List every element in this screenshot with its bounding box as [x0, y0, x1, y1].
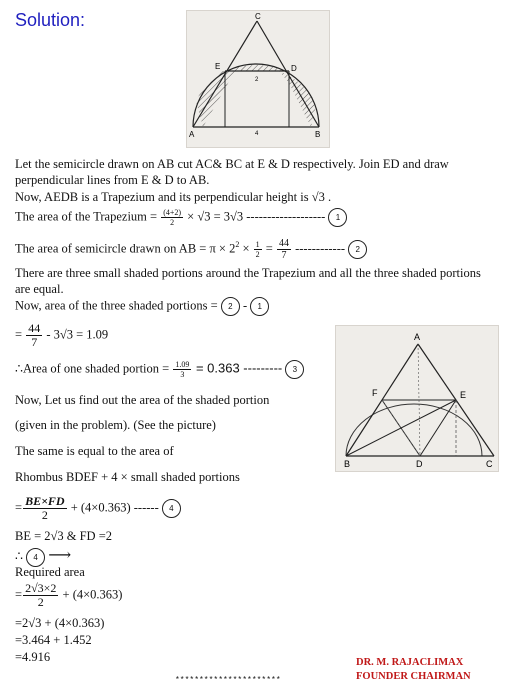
- therefore-line: [15, 545, 71, 567]
- fraction-denominator: 2: [255, 250, 260, 259]
- period: .: [324, 190, 332, 204]
- fraction-numerator: (4+2): [163, 208, 182, 217]
- three-portions-result: - 3√3 = 1.09: [43, 327, 109, 342]
- para-line-18: Required area: [15, 565, 85, 579]
- fraction-denominator: 7: [281, 250, 287, 261]
- footer-separator: **********************: [175, 676, 281, 685]
- fig1-label-a: A: [189, 130, 195, 139]
- equation-ref-2: 2: [221, 297, 240, 316]
- fraction-denominator: 7: [31, 335, 38, 349]
- equals-sign: =: [15, 500, 23, 515]
- semicircle-area-label: The area of semicircle drawn on AB = π × 2: [15, 241, 236, 256]
- fig1-dim-base: 4: [255, 131, 259, 137]
- semicircle-result-fraction: [277, 238, 291, 261]
- trapezium-height-value: √3: [311, 190, 325, 204]
- rhombus-fraction: [23, 495, 67, 522]
- one-portion-result: = 0.363 ---------: [192, 360, 283, 376]
- para-line-11: Now, Let us find out the area of the shaded portion: [15, 393, 270, 407]
- required-area-line: [15, 582, 122, 609]
- forty-four-sevenths: [26, 322, 42, 349]
- figure1-drawing: [187, 11, 329, 147]
- trapezium-area-result: × √3 = 3√3: [184, 209, 247, 224]
- final-answer: =4.916: [15, 650, 51, 664]
- trapezium-area-line: [15, 208, 347, 227]
- para-line-20: =2√3 + (4×0.363): [15, 616, 105, 630]
- rhombus-formula-rest: + (4×0.363) ------: [67, 500, 159, 515]
- fraction-denominator: 3: [180, 370, 185, 379]
- required-area-rest: + (4×0.363): [59, 587, 123, 602]
- fraction-numerator: 44: [278, 238, 289, 249]
- one-portion-line: [15, 360, 304, 379]
- equals-sign: =: [15, 327, 26, 342]
- para-line-7: are equal.: [15, 282, 64, 296]
- times-sign: ×: [239, 241, 253, 256]
- fraction-numerator: BE×FD: [25, 494, 65, 508]
- therefore-sign: ∴: [15, 549, 23, 563]
- one-portion-label: ∴Area of one shaded portion =: [15, 361, 173, 376]
- arrow-right-icon: ⟶: [48, 547, 72, 564]
- three-portions-label: Now, area of the three shaded portions =: [15, 298, 221, 313]
- required-area-fraction: [23, 582, 58, 609]
- equation-marker-1: 1: [328, 208, 347, 227]
- equation-marker-3: 3: [285, 360, 304, 379]
- fraction-denominator: 2: [41, 508, 48, 522]
- fraction-numerator: 44: [28, 321, 41, 335]
- figure2-drawing: [336, 326, 498, 471]
- fig2-label-e: E: [460, 390, 467, 400]
- fig2-label-f: F: [372, 388, 378, 398]
- author-name: DR. M. RAJACLIMAX: [356, 657, 464, 668]
- fig1-label-c: C: [255, 12, 261, 21]
- fig2-label-c: C: [486, 459, 493, 469]
- para-line-1: Let the semicircle drawn on AB cut AC& BC at E & D respectively. Join ED and draw: [15, 157, 449, 171]
- minus-sign: -: [239, 298, 251, 313]
- trapezium-fraction: [161, 208, 183, 227]
- fraction-numerator: 1.09: [175, 360, 190, 369]
- para-line-21: =3.464 + 1.452: [15, 633, 92, 647]
- fraction-numerator: 2√3×2: [25, 581, 57, 595]
- equation-marker-2: 2: [348, 240, 367, 259]
- equation-ref-4: 4: [26, 548, 45, 567]
- author-title: FOUNDER CHAIRMAN: [356, 671, 471, 682]
- three-portions-result-line: [15, 322, 108, 349]
- trapezium-height-line: [15, 190, 331, 205]
- trapezium-area-label: The area of the Trapezium =: [15, 209, 161, 224]
- trapezium-height-text: Now, AEDB is a Trapezium and its perpendicular height is: [15, 190, 312, 204]
- semicircle-area-line: [15, 238, 367, 261]
- para-line-16: BE = 2√3 & FD =2: [15, 529, 113, 543]
- equation-ref-1: 1: [250, 297, 269, 316]
- fig1-label-d: D: [291, 64, 297, 73]
- one-portion-fraction: [173, 360, 191, 379]
- para-line-14: Rhombus BDEF + 4 × small shaded portions: [15, 470, 240, 484]
- fig1-dim-top: 2: [255, 77, 259, 83]
- rhombus-formula-line: [15, 495, 181, 522]
- solution-heading: Solution:: [15, 10, 86, 30]
- para-line-6: There are three small shaded portions around the Trapezium and all the three shaded portions: [15, 266, 481, 280]
- half-fraction: [254, 240, 262, 259]
- fraction-numerator: 1: [255, 240, 260, 249]
- para-line-12: (given in the problem). (See the picture): [15, 418, 216, 432]
- exponent: 2: [235, 240, 240, 250]
- para-line-2: perpendicular lines from E & D to AB.: [15, 173, 210, 187]
- fraction-denominator: 2: [37, 595, 44, 609]
- dash-leader: ------------: [291, 241, 346, 256]
- equation-marker-4: 4: [162, 499, 181, 518]
- fig1-label-b: B: [315, 130, 321, 139]
- three-portions-line: [15, 297, 269, 316]
- fig1-label-e: E: [215, 62, 221, 71]
- figure-semicircle-triangle: [186, 10, 330, 148]
- fig2-label-b: B: [344, 459, 351, 469]
- para-line-13: The same is equal to the area of: [15, 444, 174, 458]
- equals-sign: =: [262, 241, 276, 256]
- dash-leader: -------------------: [246, 209, 326, 224]
- figure-rhombus-triangle: [335, 325, 499, 472]
- equals-sign: =: [15, 587, 23, 602]
- fig2-label-d: D: [416, 459, 423, 469]
- fig2-label-a: A: [414, 332, 421, 342]
- fraction-denominator: 2: [170, 218, 175, 227]
